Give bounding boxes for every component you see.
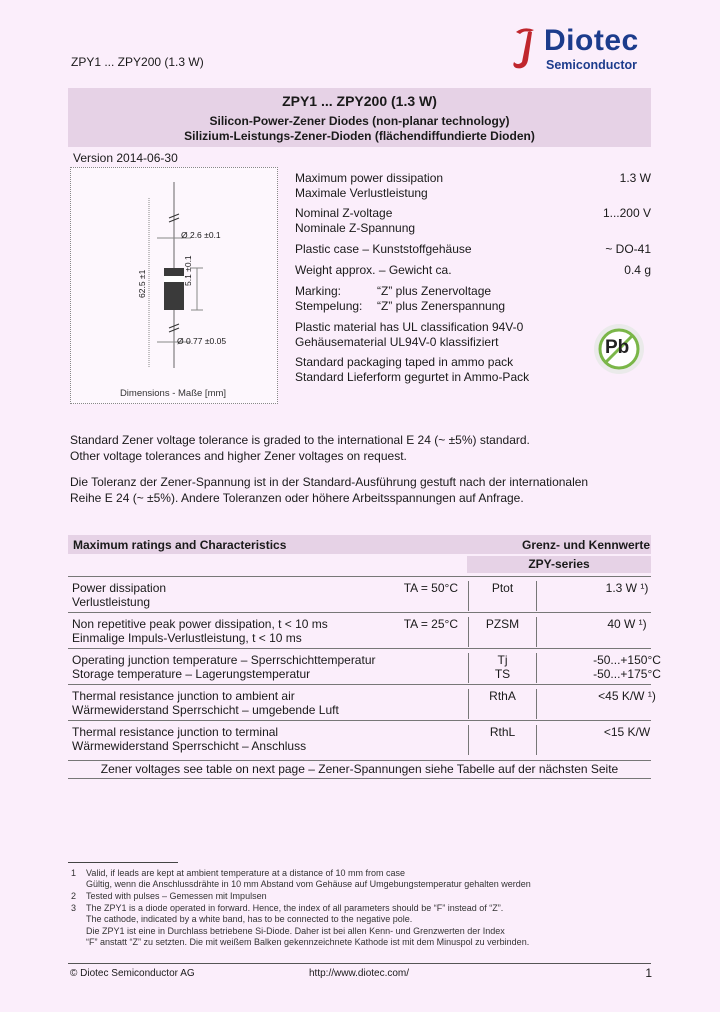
row-label-en: Thermal resistance junction to terminal [72,725,279,739]
version-label: Version 2014-06-30 [73,151,178,165]
tolerance-en-line2: Other voltage tolerances and higher Zener voltages on request. [70,449,407,463]
spec-zvoltage [295,206,651,236]
tolerance-de-line2: Reihe E 24 (~ ±5%). Andere Toleranzen oder höhere Arbeitsspannungen auf Anfrage. [70,491,524,505]
row-label-en: Non repetitive peak power dissipation, t < 10 ms [72,617,328,631]
row-symbol: RthL [468,725,537,755]
row-label [72,725,306,753]
footer-copyright: © Diotec Semiconductor AG [70,968,195,979]
dimension-diagram [70,167,278,404]
spec-packaging-de: Standard Lieferform gegurtet in Ammo-Pack [295,370,530,384]
spec-case-text: Plastic case – Kunststoffgehäuse [295,242,472,256]
footnote-text: Gültig, wenn die Anschlussdrähte in 10 mm Abstand vom Gehäuse auf Umgebungstemperatur gehalten werden [86,879,531,889]
table-row [68,684,656,721]
spec-power-en: Maximum power dissipation [295,171,444,185]
spec-marking-label-en: Marking: [295,284,342,298]
logo-mark-icon [510,26,544,72]
ratings-heading-de: Grenz- und Kennwerte [521,538,650,552]
row-value: 40 W ¹) [607,617,647,631]
row-symbol: Ptot [468,581,537,611]
ratings-heading-en: Maximum ratings and Characteristics [73,538,287,552]
footnote-number: 3 [71,903,77,913]
row-label-en: Operating junction temperature – Sperrschichttemperatur [72,653,376,667]
row-label [72,689,339,717]
dim-lead-diameter: Ø 2.6 ±0.1 [181,230,221,240]
row-value: <15 K/W [603,725,651,739]
footer-url-link[interactable]: http://www.diotec.com/ [309,968,410,979]
spec-power [295,171,651,201]
row-label [72,617,328,645]
row-symbol-2: TS [494,667,511,681]
table-row [68,576,651,613]
spec-marking-text-en: “Z” plus Zenervoltage [377,284,492,298]
footnote-text: Die ZPY1 ist eine in Durchlass betriebene Si-Diode. Daher ist bei allen Kenn- und Grenzwerten der Index [86,926,505,936]
pb-badge-text: Pb [605,337,630,358]
row-label [72,581,166,609]
footnote-text: The ZPY1 is a diode operated in forward. Hence, the index of all parameters should be “F” instead of “Z”. [86,903,504,913]
row-label-de: Wärmewiderstand Sperrschicht – umgebende Luft [72,703,339,717]
row-label-en: Thermal resistance junction to ambient air [72,689,295,703]
row-label [72,653,376,681]
row-label-de: Einmalige Impuls-Verlustleistung, t < 10 ms [72,631,302,645]
pb-free-badge-icon [593,323,645,375]
row-symbol-1: Tj [497,653,508,667]
dim-total-length: 62.5 ±1 [137,269,147,298]
page-number: 1 [645,966,652,980]
tolerance-de [70,474,660,506]
row-label-de: Storage temperature – Lagerungstemperatur [72,667,311,681]
table-row [68,720,651,757]
footnote-text: Tested with pulses – Gemessen mit Impulsen [86,891,267,901]
spec-weight-text: Weight approx. – Gewicht ca. [295,263,452,277]
spec-zvoltage-en: Nominal Z-voltage [295,206,393,220]
row-label-de: Wärmewiderstand Sperrschicht – Anschluss [72,739,307,753]
spec-zvoltage-value: 1...200 V [602,206,651,220]
dim-wire-diameter: Ø 0.77 ±0.05 [177,336,227,346]
spec-marking-label-de: Stempelung: [295,299,363,313]
row-symbol: PZSM [468,617,537,647]
title-english: Silicon-Power-Zener Diodes (non-planar technology) [209,114,510,128]
row-value [535,653,719,681]
row-label-de: Verlustleistung [72,595,151,609]
table-bottom-rule [68,778,651,779]
spec-power-value: 1.3 W [619,171,651,185]
footnote-text: Valid, if leads are kept at ambient temperature at a distance of 10 mm from case [86,868,405,878]
spec-marking [295,284,651,314]
row-label-en: Power dissipation [72,581,167,595]
table-row [68,612,651,649]
spec-weight-value: 0.4 g [624,263,651,277]
row-value: <45 K/W ¹) [598,689,656,703]
spec-case-value: ~ DO-41 [605,242,651,256]
header-part-range: ZPY1 ... ZPY200 (1.3 W) [71,55,204,69]
tolerance-en [70,432,660,464]
tolerance-de-line1: Die Toleranz der Zener-Spannung ist in der Standard-Ausführung gestuft nach der internationalen [70,475,589,489]
logo-name: Diotec [544,24,639,57]
spec-packaging-en: Standard packaging taped in ammo pack [295,355,514,369]
ratings-series-label: ZPY-series [467,556,651,573]
row-value: 1.3 W ¹) [605,581,649,595]
title-german: Silizium-Leistungs-Zener-Dioden (flächendiffundierte Dioden) [184,129,535,143]
diotec-logo [510,26,660,72]
title-box [68,88,651,147]
row-symbol: RthA [468,689,537,719]
spec-ul-de: Gehäusematerial UL94V-0 klassifiziert [295,335,499,349]
spec-zvoltage-de: Nominale Z-Spannung [295,221,416,235]
spec-weight [295,263,651,278]
row-value-1: -50...+150°C [593,653,661,667]
page-title: ZPY1 ... ZPY200 (1.3 W) [282,93,437,109]
row-value-2: -50...+175°C [593,667,661,681]
diagram-caption: Dimensions - Maße [mm] [119,388,227,399]
dim-body-length: 5.1 ±0.1 [183,255,193,286]
spec-power-de: Maximale Verlustleistung [295,186,428,200]
footnote-divider [68,862,178,863]
spec-marking-text-de: “Z” plus Zenerspannung [377,299,506,313]
table-row [68,648,661,685]
footnote-text: The cathode, indicated by a white band, has to be connected to the negative pole. [86,914,413,924]
spec-ul-en: Plastic material has UL classification 94V-0 [295,320,524,334]
tolerance-en-line1: Standard Zener voltage tolerance is graded to the international E 24 (~ ±5%) standard. [70,433,530,447]
logo-subtitle: Semiconductor [546,58,637,72]
footnote-number: 1 [71,868,77,878]
spec-case [295,242,651,257]
row-condition: TA = 25°C [403,617,458,631]
footnote-text: “F” anstatt “Z” zu setzten. Die mit weißem Balken gekennzeichnete Kathode ist mit dem Minuspol zu verbinden. [86,937,530,947]
diode-outline-drawing [71,168,277,403]
zener-table-note: Zener voltages see table on next page – Zener-Spannungen siehe Tabelle auf der nächsten Seite [68,760,651,776]
footer-divider [68,963,651,964]
row-symbol [468,653,537,683]
footnote-number: 2 [71,891,77,901]
row-condition: TA = 50°C [403,581,458,595]
